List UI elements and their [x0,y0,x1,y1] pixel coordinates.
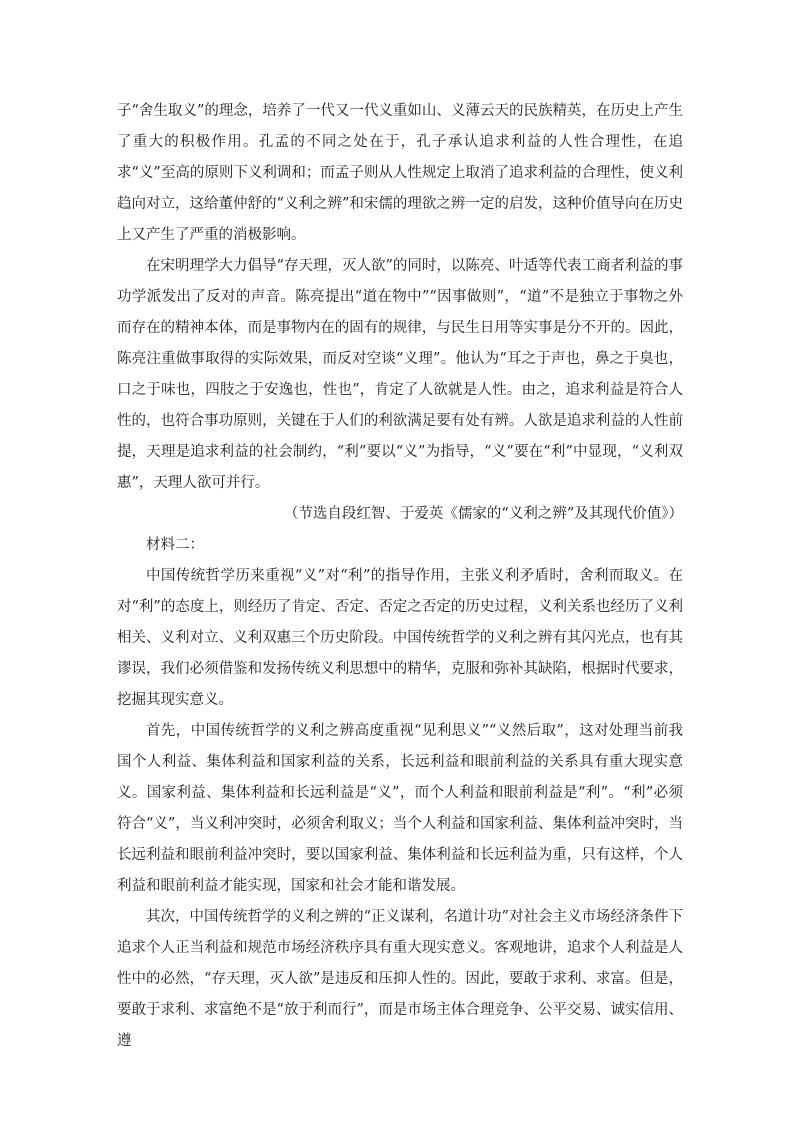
paragraph-material-two-intro: 中国传统哲学历来重视“义”对“利”的指导作用，主张义利矛盾时，舍利而取义。在对“利”的态度上，则经历了肯定、否定、否定之否定的历史过程，义利关系也经历了义利相关、义利对立、义利双惠三个历史阶段。中国传统哲学的义利之辨有其闪光点，也有其谬误，我们必须借鉴和发扬传统义利思想中的精华，克服和弥补其缺陷，根据时代要求，挖掘其现实意义。 [117,568,683,708]
paragraph-second-point: 其次，中国传统哲学的义利之辨的“正义谋利，名道计功”对社会主义市场经济条件下追求个人正当利益和规范市场经济秩序具有重大现实意义。客观地讲，追求个人利益是人性中的必然，“存天理，灭人欲”是违反和压抑人性的。因此，要敢于求利、求富。但是，要敢于求利、求富绝不是“放于利而行”，而是市场主体合理竞争、公平交易、诚实信用、遵 [117,909,683,1049]
document-body [117,96,683,1057]
paragraph-song-ming: 在宋明理学大力倡导“存天理，灭人欲”的同时，以陈亮、叶适等代表工商者利益的事功学派发出了反对的声音。陈亮提出“道在物中”“因事做则”，“道”不是独立于事物之外而存在的精神本体，而是事物内在的固有的规律，与民生日用等实事是分不开的。因此，陈亮注重做事取得的实际效果，而反对空谈“义理”。他认为“耳之于声也，鼻之于臭也，口之于味也，四肢之于安逸也，性也”，肯定了人欲就是人性。由之，追求利益是符合人性的，也符合事功原则，关键在于人们的利欲满足要有处有辨。人欲是追求利益的人性前提，天理是追求利益的社会制约，“利”要以“义”为指导，“义”要在“利”中显现，“义利双惠”，天理人欲可并行。 [117,258,683,491]
section-heading-material-two: 材料二： [146,537,204,553]
paragraph-continuation: 子“舍生取义”的理念，培养了一代又一代义重如山、义薄云天的民族精英，在历史上产生了重大的积极作用。孔孟的不同之处在于，孔子承认追求利益的人性合理性，在追求“义”至高的原则下义利调和；而孟子则从人性规定上取消了追求利益的合理性，使义利趋向对立，这给董仲舒的“义利之辨”和宋儒的理欲之辨一定的启发，这种价值导向在历史上又产生了严重的消极影响。 [117,103,683,243]
paragraph-first-point: 首先，中国传统哲学的义利之辨高度重视“见利思义”“义然后取”，这对处理当前我国个人利益、集体利益和国家利益的关系，长远利益和眼前利益的关系具有重大现实意义。国家利益、集体利益和长远利益是“义”，而个人利益和眼前利益是“利”。“利”必须符合“义”，当义利冲突时，必须舍利取义；当个人利益和国家利益、集体利益冲突时，当长远利益和眼前利益冲突时，要以国家利益、集体利益和长远利益为重，只有这样，个人利益和眼前利益才能实现，国家和社会才能和谐发展。 [117,723,683,894]
source-citation: （节选自段红智、于爱英《儒家的“义利之辨”及其现代价值》） [283,506,683,522]
